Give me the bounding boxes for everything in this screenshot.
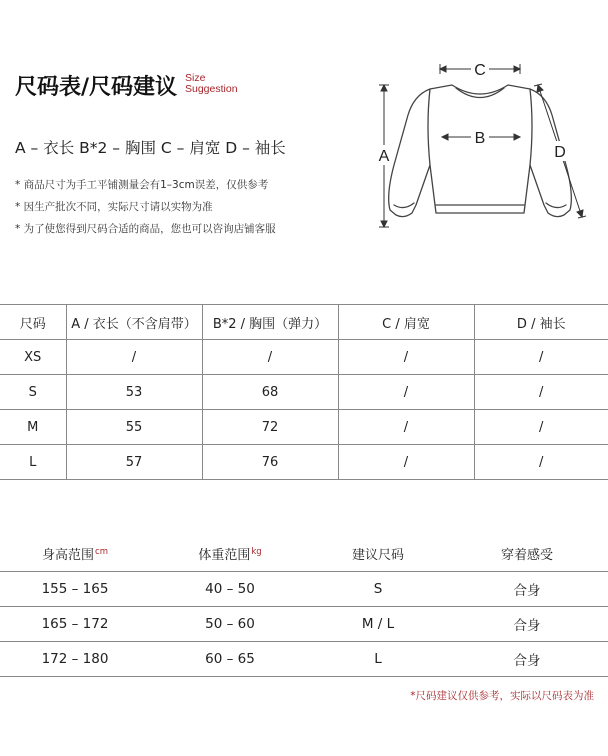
table-row: [0, 445, 608, 480]
size-cell: S: [0, 375, 66, 410]
weight-cell: 40 – 50: [150, 572, 310, 607]
weight-cell: 60 – 65: [150, 642, 310, 677]
table-row: [0, 572, 608, 607]
arrow-c-head-right: [514, 66, 520, 72]
arrow-a-head-bottom: [381, 221, 387, 227]
arrow-d-head-bottom: [577, 210, 583, 217]
sleeve-cell: /: [474, 375, 608, 410]
length-cell: 55: [66, 410, 202, 445]
shoulder-cell: /: [338, 445, 474, 480]
title-en-line2: Suggestion: [185, 83, 238, 95]
size-cell: M: [0, 410, 66, 445]
arrow-c-head-left: [440, 66, 446, 72]
size-table-header: 尺码: [0, 305, 66, 340]
sweater-seam-right: [530, 89, 532, 165]
size-table-header: B*2 / 胸围（弹力）: [202, 305, 338, 340]
chest-cell: /: [202, 340, 338, 375]
arrow-d-head-top: [537, 85, 543, 92]
suggested-size-header: 建议尺码: [310, 535, 446, 572]
table-row: [0, 375, 608, 410]
suggested-size-cell: M / L: [310, 607, 446, 642]
table-row: [0, 642, 608, 677]
table-row: [0, 607, 608, 642]
height-range-header: [0, 535, 150, 572]
note-1: * 商品尺寸为手工平铺测量会有1–3cm误差，仅供参考: [15, 179, 269, 191]
note-2: * 因生产批次不同，实际尺寸请以实物为准: [15, 201, 213, 213]
arrow-b-head-right: [514, 134, 520, 140]
length-cell: /: [66, 340, 202, 375]
sweater-cuff-right: [546, 203, 566, 208]
length-cell: 57: [66, 445, 202, 480]
arrow-b-head-left: [442, 134, 448, 140]
sleeve-cell: /: [474, 445, 608, 480]
sweater-cuff-left: [394, 203, 414, 208]
sweater-diagram: [370, 55, 600, 240]
fit-cell: 合身: [446, 572, 608, 607]
sweater-neck-rib: [456, 88, 504, 98]
label-c: C: [474, 62, 486, 79]
size-cell: L: [0, 445, 66, 480]
weight-range-header: [150, 535, 310, 572]
note-3: * 为了使您得到尺码合适的商品，您也可以咨询店铺客服: [15, 223, 276, 235]
length-cell: 53: [66, 375, 202, 410]
height-cell: 172 – 180: [0, 642, 150, 677]
shoulder-cell: /: [338, 410, 474, 445]
sweater-outline: [389, 85, 572, 217]
title-english: [185, 73, 238, 95]
fit-cell: 合身: [446, 642, 608, 677]
weight-unit: kg: [251, 546, 262, 557]
table-row: [0, 410, 608, 445]
shoulder-cell: /: [338, 375, 474, 410]
weight-cell: 50 – 60: [150, 607, 310, 642]
suggested-size-cell: L: [310, 642, 446, 677]
arrow-a-head-top: [381, 85, 387, 91]
table-row: [0, 340, 608, 375]
page-title: 尺码表/尺码建议: [15, 75, 178, 100]
height-cell: 165 – 172: [0, 607, 150, 642]
size-table-header-row: [0, 305, 608, 340]
label-a: A: [378, 148, 390, 165]
sleeve-cell: /: [474, 410, 608, 445]
size-table-header: A / 衣长（不含肩带）: [66, 305, 202, 340]
sleeve-cell: /: [474, 340, 608, 375]
title-en-line1: Size: [185, 72, 206, 84]
height-unit: cm: [95, 546, 108, 557]
sweater-seam-left: [428, 89, 430, 165]
rec-table-header-row: [0, 535, 608, 572]
label-b: B: [474, 130, 486, 147]
recommendation-table: [0, 535, 608, 677]
height-range-label: 身高范围: [42, 547, 95, 563]
label-d: D: [554, 144, 566, 161]
measurement-legend: A – 衣长 B*2 – 胸围 C – 肩宽 D – 袖长: [15, 139, 286, 157]
size-cell: XS: [0, 340, 66, 375]
chest-cell: 68: [202, 375, 338, 410]
suggested-size-cell: S: [310, 572, 446, 607]
fit-feel-header: 穿着感受: [446, 535, 608, 572]
chest-cell: 76: [202, 445, 338, 480]
chest-cell: 72: [202, 410, 338, 445]
weight-range-label: 体重范围: [198, 547, 251, 563]
footnote: *尺码建议仅供参考，实际以尺码表为准: [410, 690, 594, 702]
shoulder-cell: /: [338, 340, 474, 375]
fit-cell: 合身: [446, 607, 608, 642]
size-table-header: D / 袖长: [474, 305, 608, 340]
size-table: [0, 304, 608, 480]
size-table-header: C / 肩宽: [338, 305, 474, 340]
height-cell: 155 – 165: [0, 572, 150, 607]
